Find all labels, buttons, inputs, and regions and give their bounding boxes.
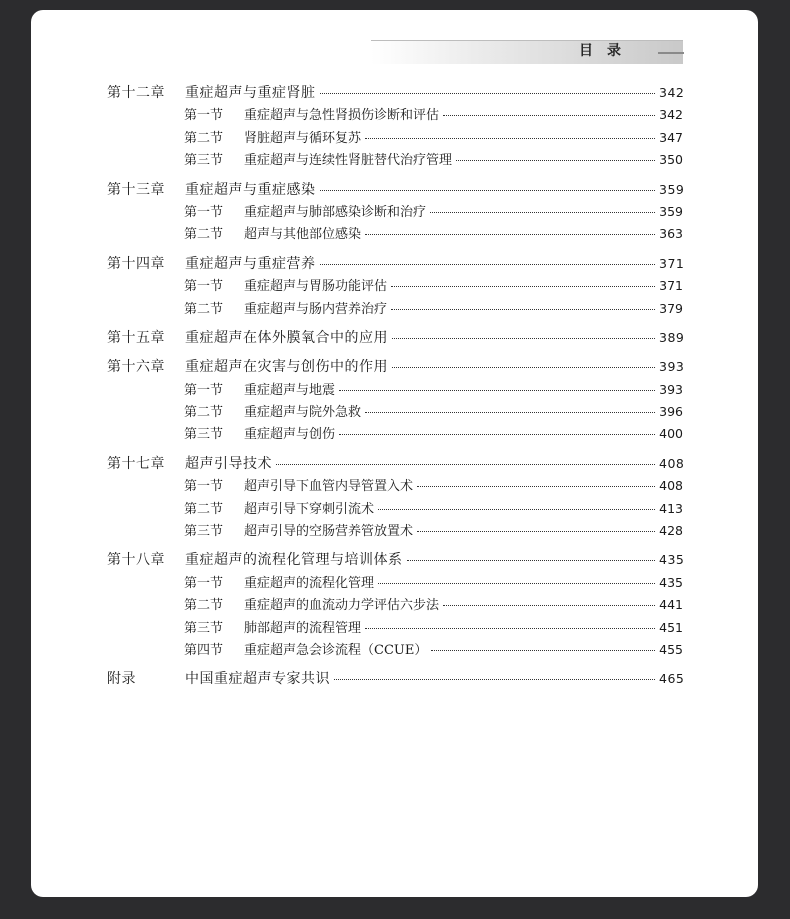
dot-leader <box>365 627 655 629</box>
section-page-number: 393 <box>659 381 683 397</box>
page-title: 目录 <box>579 43 635 59</box>
chapter-block <box>107 453 683 543</box>
chapter-block <box>107 179 683 246</box>
section-number: 第三节 <box>184 427 224 443</box>
section-number: 第一节 <box>184 382 224 398</box>
header-rule <box>658 52 684 54</box>
dot-leader <box>339 433 655 435</box>
dot-leader <box>392 337 655 339</box>
section-title: 肺部超声的流程管理 <box>244 620 362 636</box>
chapter-row[interactable] <box>107 179 683 201</box>
section-title: 超声引导的空肠营养管放置术 <box>244 524 414 540</box>
section-row[interactable] <box>107 379 683 401</box>
section-title: 肾脏超声与循环复苏 <box>244 130 362 146</box>
section-row[interactable] <box>107 201 683 223</box>
dot-leader <box>365 137 655 139</box>
chapter-title: 重症超声与重症感染 <box>185 181 316 198</box>
section-number: 第二节 <box>184 501 224 517</box>
section-number: 第二节 <box>184 227 224 243</box>
chapter-row[interactable] <box>107 327 683 349</box>
section-number: 第二节 <box>184 130 224 146</box>
section-number: 第三节 <box>184 524 224 540</box>
chapter-title: 重症超声与重症营养 <box>185 255 316 272</box>
section-title: 重症超声与连续性肾脏替代治疗管理 <box>244 153 453 169</box>
appendix-block <box>107 668 683 690</box>
chapter-block <box>107 356 683 446</box>
chapter-page-number: 359 <box>659 181 685 197</box>
dot-leader <box>417 485 655 487</box>
chapter-row[interactable] <box>107 253 683 275</box>
section-title: 重症超声的血流动力学评估六步法 <box>244 598 440 614</box>
section-title: 重症超声与创伤 <box>244 427 336 443</box>
section-page-number: 435 <box>659 574 683 590</box>
section-number: 第三节 <box>184 620 224 636</box>
section-page-number: 413 <box>659 500 683 516</box>
section-row[interactable] <box>107 298 683 320</box>
dot-leader <box>320 92 656 94</box>
section-number: 第二节 <box>184 598 224 614</box>
section-row[interactable] <box>107 639 683 661</box>
dot-leader <box>365 411 655 413</box>
chapter-page-number: 435 <box>659 552 685 568</box>
chapter-block <box>107 327 683 349</box>
section-row[interactable] <box>107 149 683 171</box>
chapter-block <box>107 549 683 661</box>
chapter-row[interactable] <box>107 356 683 378</box>
chapter-number: 第十五章 <box>107 329 165 346</box>
section-page-number: 363 <box>659 226 683 242</box>
section-page-number: 428 <box>659 523 683 539</box>
section-title: 超声与其他部位感染 <box>244 227 362 243</box>
chapter-title: 重症超声与重症肾脏 <box>185 85 316 101</box>
section-page-number: 455 <box>659 641 683 657</box>
section-title: 重症超声与院外急救 <box>244 405 362 421</box>
section-page-number: 350 <box>659 152 683 168</box>
chapter-block <box>107 253 683 320</box>
dot-leader <box>407 559 656 561</box>
chapter-number: 第十七章 <box>107 455 165 472</box>
dot-leader <box>443 114 655 116</box>
chapter-title: 重症超声在灾害与创伤中的作用 <box>185 359 388 376</box>
dot-leader <box>320 189 656 191</box>
section-page-number: 408 <box>659 478 683 494</box>
section-row[interactable] <box>107 498 683 520</box>
section-page-number: 451 <box>659 619 683 635</box>
dot-leader <box>378 582 655 584</box>
chapter-number: 第十二章 <box>107 85 165 101</box>
section-row[interactable] <box>107 127 683 149</box>
section-page-number: 379 <box>659 300 683 316</box>
chapter-page-number: 408 <box>659 455 685 471</box>
dot-leader <box>320 263 656 265</box>
section-row[interactable] <box>107 223 683 245</box>
chapter-page-number: 371 <box>659 255 685 271</box>
appendix-number: 附录 <box>107 671 136 688</box>
chapter-page-number: 342 <box>659 85 685 100</box>
section-title: 重症超声的流程化管理 <box>244 575 375 591</box>
section-number: 第一节 <box>184 479 224 495</box>
section-row[interactable] <box>107 275 683 297</box>
dot-leader <box>391 285 655 287</box>
section-row[interactable] <box>107 617 683 639</box>
chapter-title: 重症超声在体外膜氧合中的应用 <box>185 329 388 346</box>
chapter-row[interactable] <box>107 453 683 475</box>
section-number: 第四节 <box>184 642 224 658</box>
dot-leader <box>417 530 655 532</box>
section-number: 第一节 <box>184 279 224 295</box>
section-title: 重症超声与胃肠功能评估 <box>244 279 388 295</box>
appendix-row[interactable] <box>107 668 683 690</box>
section-title: 重症超声与地震 <box>244 382 336 398</box>
chapter-title: 超声引导技术 <box>185 455 272 472</box>
section-page-number: 359 <box>659 203 683 219</box>
dot-leader <box>431 649 655 651</box>
section-page-number: 342 <box>659 107 683 123</box>
dot-leader <box>430 211 655 213</box>
section-number: 第三节 <box>184 153 224 169</box>
chapter-page-number: 389 <box>659 329 685 345</box>
dot-leader <box>443 604 655 606</box>
table-of-contents <box>107 82 683 698</box>
section-title: 重症超声与肠内营养治疗 <box>244 301 388 317</box>
section-number: 第一节 <box>184 108 224 124</box>
dot-leader <box>365 233 655 235</box>
section-row[interactable] <box>107 401 683 423</box>
chapter-number: 第十四章 <box>107 255 165 272</box>
section-page-number: 371 <box>659 278 683 294</box>
chapter-title: 重症超声的流程化管理与培训体系 <box>185 552 403 569</box>
chapter-row[interactable] <box>107 549 683 571</box>
chapter-page-number: 393 <box>659 359 685 375</box>
section-page-number: 347 <box>659 129 683 145</box>
header-band <box>371 40 683 64</box>
appendix-title: 中国重症超声专家共识 <box>185 671 330 688</box>
section-row[interactable] <box>107 594 683 616</box>
section-title: 重症超声与肺部感染诊断和治疗 <box>244 204 427 220</box>
dot-leader <box>339 389 655 391</box>
section-row[interactable] <box>107 520 683 542</box>
section-number: 第二节 <box>184 301 224 317</box>
section-title: 重症超声急会诊流程（CCUE） <box>244 642 428 658</box>
dot-leader <box>378 508 655 510</box>
chapter-block <box>107 82 683 172</box>
chapter-number: 第十八章 <box>107 552 165 569</box>
section-page-number: 441 <box>659 597 683 613</box>
section-row[interactable] <box>107 104 683 126</box>
section-row[interactable] <box>107 423 683 445</box>
document-page <box>31 10 758 897</box>
dot-leader <box>276 463 655 465</box>
section-title: 超声引导下血管内导管置入术 <box>244 479 414 495</box>
appendix-page-number: 465 <box>659 671 685 687</box>
chapter-number: 第十三章 <box>107 181 165 198</box>
dot-leader <box>392 366 655 368</box>
dot-leader <box>334 678 655 680</box>
section-number: 第二节 <box>184 405 224 421</box>
section-page-number: 396 <box>659 404 683 420</box>
section-row[interactable] <box>107 475 683 497</box>
section-row[interactable] <box>107 572 683 594</box>
dot-leader <box>391 308 655 310</box>
section-page-number: 400 <box>659 426 683 442</box>
section-number: 第一节 <box>184 204 224 220</box>
chapter-row[interactable] <box>107 82 683 104</box>
chapter-number: 第十六章 <box>107 359 165 376</box>
section-number: 第一节 <box>184 575 224 591</box>
dot-leader <box>456 159 655 161</box>
section-title: 超声引导下穿刺引流术 <box>244 501 375 517</box>
section-title: 重症超声与急性肾损伤诊断和评估 <box>244 108 440 124</box>
